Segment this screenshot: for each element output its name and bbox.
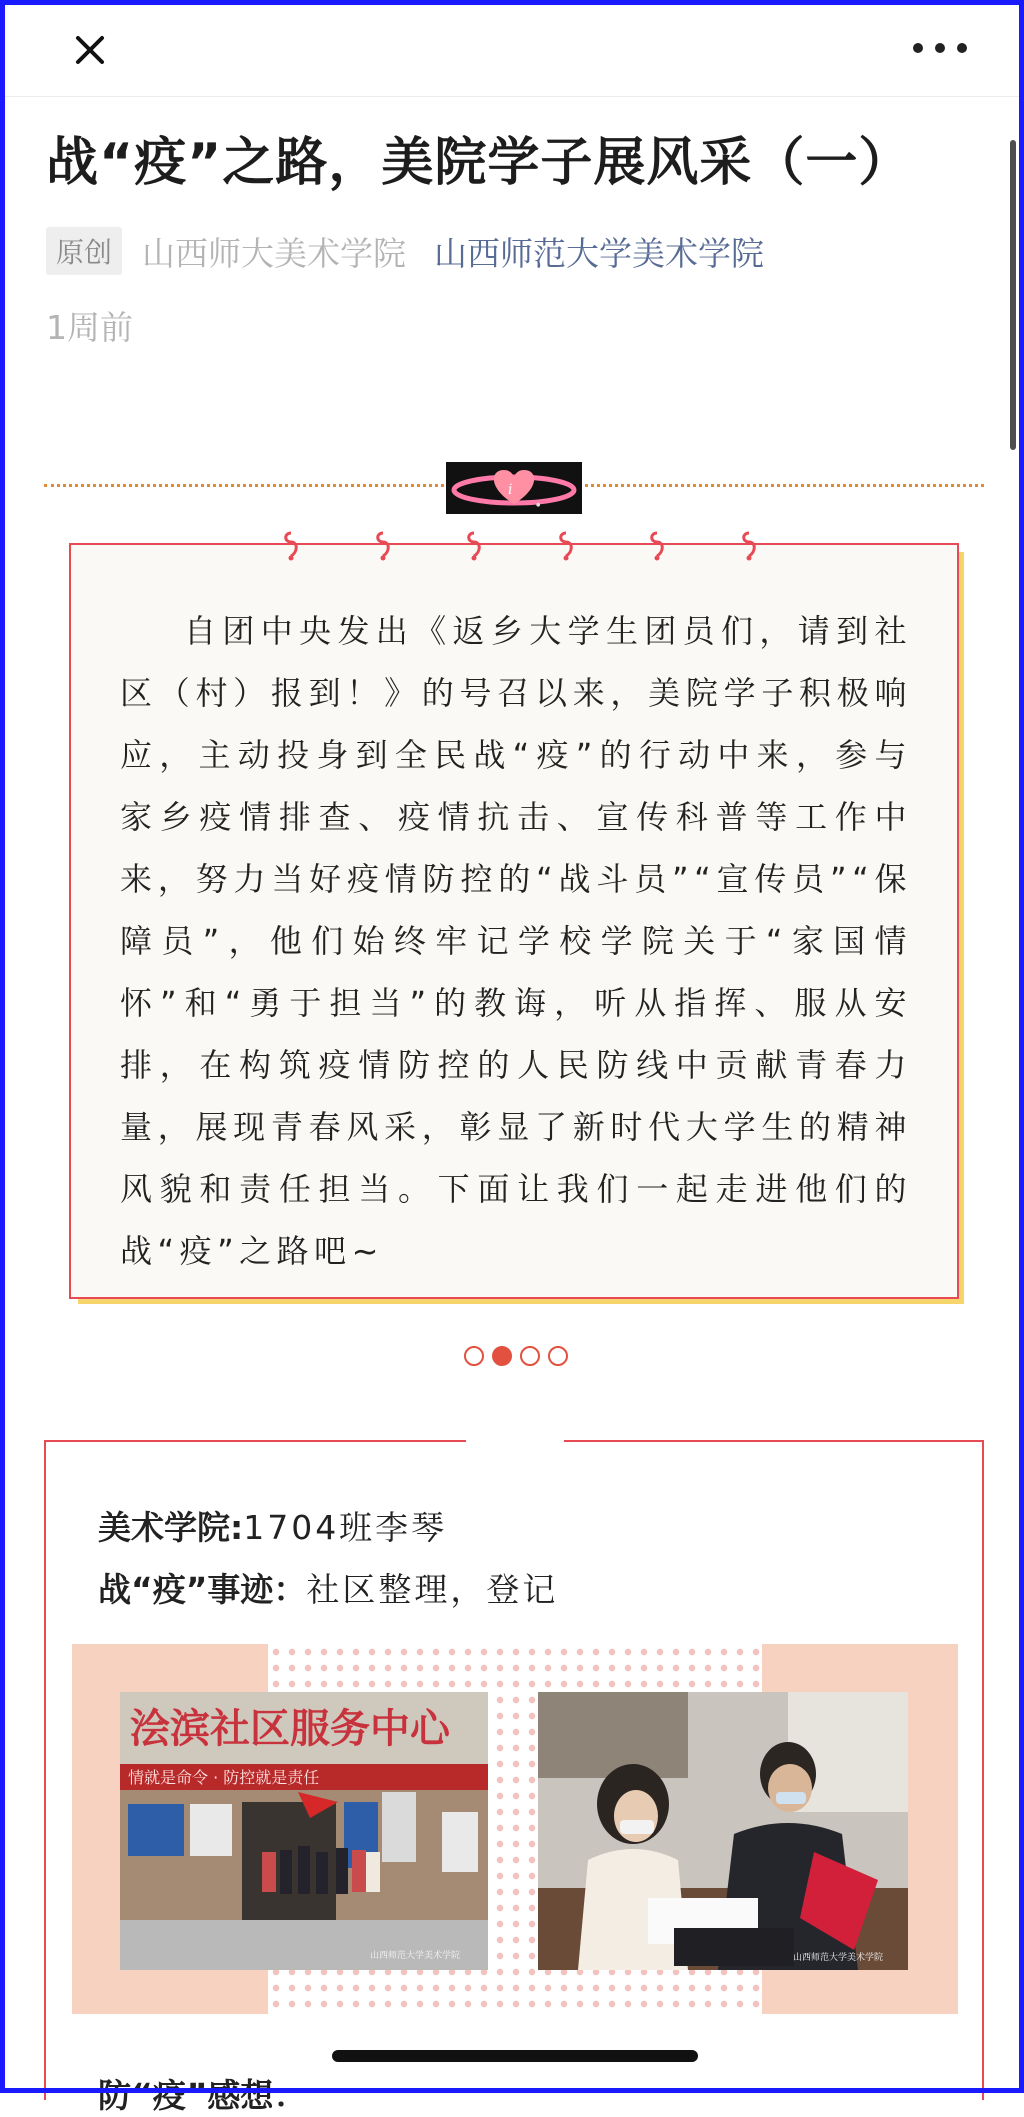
- deed-label: 战“疫”事迹：: [98, 1570, 307, 1609]
- reflection-label: 防“疫”感想：: [98, 2076, 307, 2115]
- heart-icon: [446, 462, 582, 514]
- banner-text: 情就是命令 · 防控就是责任: [128, 1768, 320, 1787]
- college-label: 美术学院:: [98, 1508, 244, 1547]
- pager-dot[interactable]: [520, 1346, 540, 1366]
- student-card: [44, 1440, 984, 2115]
- card-border-gap: [466, 1438, 564, 1446]
- article-meta: [46, 226, 986, 276]
- photo-watermark: 山西师范大学美术学院: [793, 1953, 884, 1963]
- deed-value: 社区整理，登记: [306, 1570, 559, 1609]
- scrollbar[interactable]: [1010, 140, 1016, 450]
- registration-photo[interactable]: [538, 1692, 908, 1970]
- student-name: 1704班李琴: [243, 1508, 448, 1547]
- ring-icon: [372, 530, 394, 562]
- community-center-photo[interactable]: [120, 1692, 488, 1970]
- student-line: [98, 1502, 447, 1549]
- author-name: 山西师大美术学院: [142, 233, 407, 273]
- close-icon[interactable]: [63, 23, 117, 77]
- article-title: 战“疫”之路，美院学子展风采（一）: [46, 133, 912, 193]
- ring-icon: [555, 530, 577, 562]
- ring-icon: [646, 530, 668, 562]
- deed-line: [98, 1564, 558, 1611]
- carousel-pager: [464, 1346, 568, 1368]
- binder-rings: [280, 530, 760, 566]
- intro-paragraph: 自团中央发出《返乡大学生团员们，请到社区（村）报到！》的号召以来，美院学子积极响应，主动投身到全民战“疫”的行动中来，参与家乡疫情排查、疫情抗击、宣传科普等工作中来，努力当好疫情防控的“战斗员”“宣传员”“保障员”，他们始终牢记学校学院关于“家国情怀”和“勇于担当”的教诲，听从指挥、服从安排，在构筑疫情防控的人民防线中贡献青春力量，展现青春风采，彰显了新时代大学生的精神风貌和责任担当。下面让我们一起走进他们的战“疫”之路吧~: [120, 612, 912, 1270]
- original-tag: 原创: [46, 227, 122, 275]
- pager-dot-active[interactable]: [492, 1346, 512, 1366]
- more-dot: [935, 43, 945, 53]
- pager-dot[interactable]: [464, 1346, 484, 1366]
- sign-text: 浍滨社区服务中心: [130, 1705, 450, 1752]
- ring-icon: [280, 530, 302, 562]
- ring-icon: [463, 530, 485, 562]
- pager-dot[interactable]: [548, 1346, 568, 1366]
- publish-time: 1周前: [46, 308, 133, 347]
- top-bar: [5, 5, 1019, 97]
- account-link[interactable]: 山西师范大学美术学院: [434, 233, 765, 273]
- more-dot: [913, 43, 923, 53]
- more-icon[interactable]: [913, 33, 967, 63]
- svg-text:i: i: [508, 482, 513, 498]
- photo-band: [72, 1644, 958, 2014]
- svg-text:●: ●: [536, 502, 541, 508]
- more-dot: [957, 43, 967, 53]
- photo-watermark: 山西师范大学美术学院: [370, 1951, 461, 1961]
- ring-icon: [738, 530, 760, 562]
- home-indicator[interactable]: [332, 2050, 698, 2062]
